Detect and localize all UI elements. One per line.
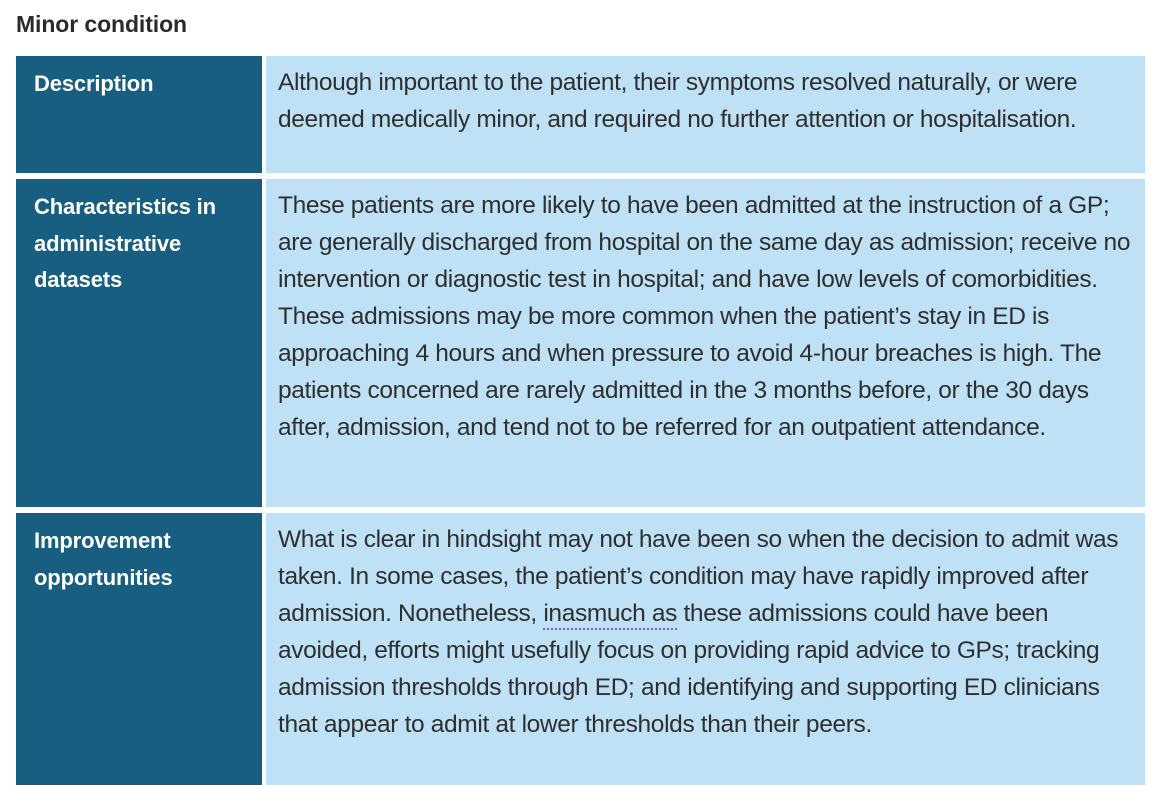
table-row — [16, 56, 1145, 173]
row-body-improvement-text-before: What is clear in hindsight may not have been so when the decision to admit was taken. In some cases, the patient’s condition may have rapidly improved after admission. Nonetheless, — [278, 526, 1119, 627]
table-row — [16, 513, 1145, 785]
page-title: Minor condition — [16, 11, 187, 37]
row-body-improvement — [266, 513, 1145, 785]
row-label-description: Description — [16, 56, 262, 173]
row-body-improvement-text-after: these admissions could have been avoided, efforts might usefully focus on providing rapid advice to GPs; tracking admission thresholds through ED; and identifying and supporting ED clinicians that appear to admit at lower thresholds than their peers. — [278, 600, 1100, 738]
row-label-characteristics: Characteristics in administrative datasets — [16, 179, 262, 507]
row-body-description-text: Although important to the patient, their symptoms resolved naturally, or were deemed medically minor, and required no further attention or hospitalisation. — [278, 69, 1078, 133]
row-label-improvement: Improvement opportunities — [16, 513, 262, 785]
row-body-improvement-text — [278, 521, 1135, 743]
minor-condition-table — [16, 56, 1145, 785]
row-body-description — [266, 56, 1145, 173]
grammar-suggestion-phrase[interactable]: inasmuch as — [543, 600, 677, 630]
row-body-characteristics — [266, 179, 1145, 507]
row-body-characteristics-text: These patients are more likely to have been admitted at the instruction of a GP; are generally discharged from hospital on the same day as admission; receive no intervention or diagnostic test in hospital; and have low levels of comorbidities. These admissions may be more common when the patient’s stay in ED is approaching 4 hours and when pressure to avoid 4-hour breaches is high. The patients concerned are rarely admitted in the 3 months before, or the 30 days after, admission, and tend not to be referred for an outpatient attendance. — [278, 192, 1131, 441]
table-row — [16, 179, 1145, 507]
